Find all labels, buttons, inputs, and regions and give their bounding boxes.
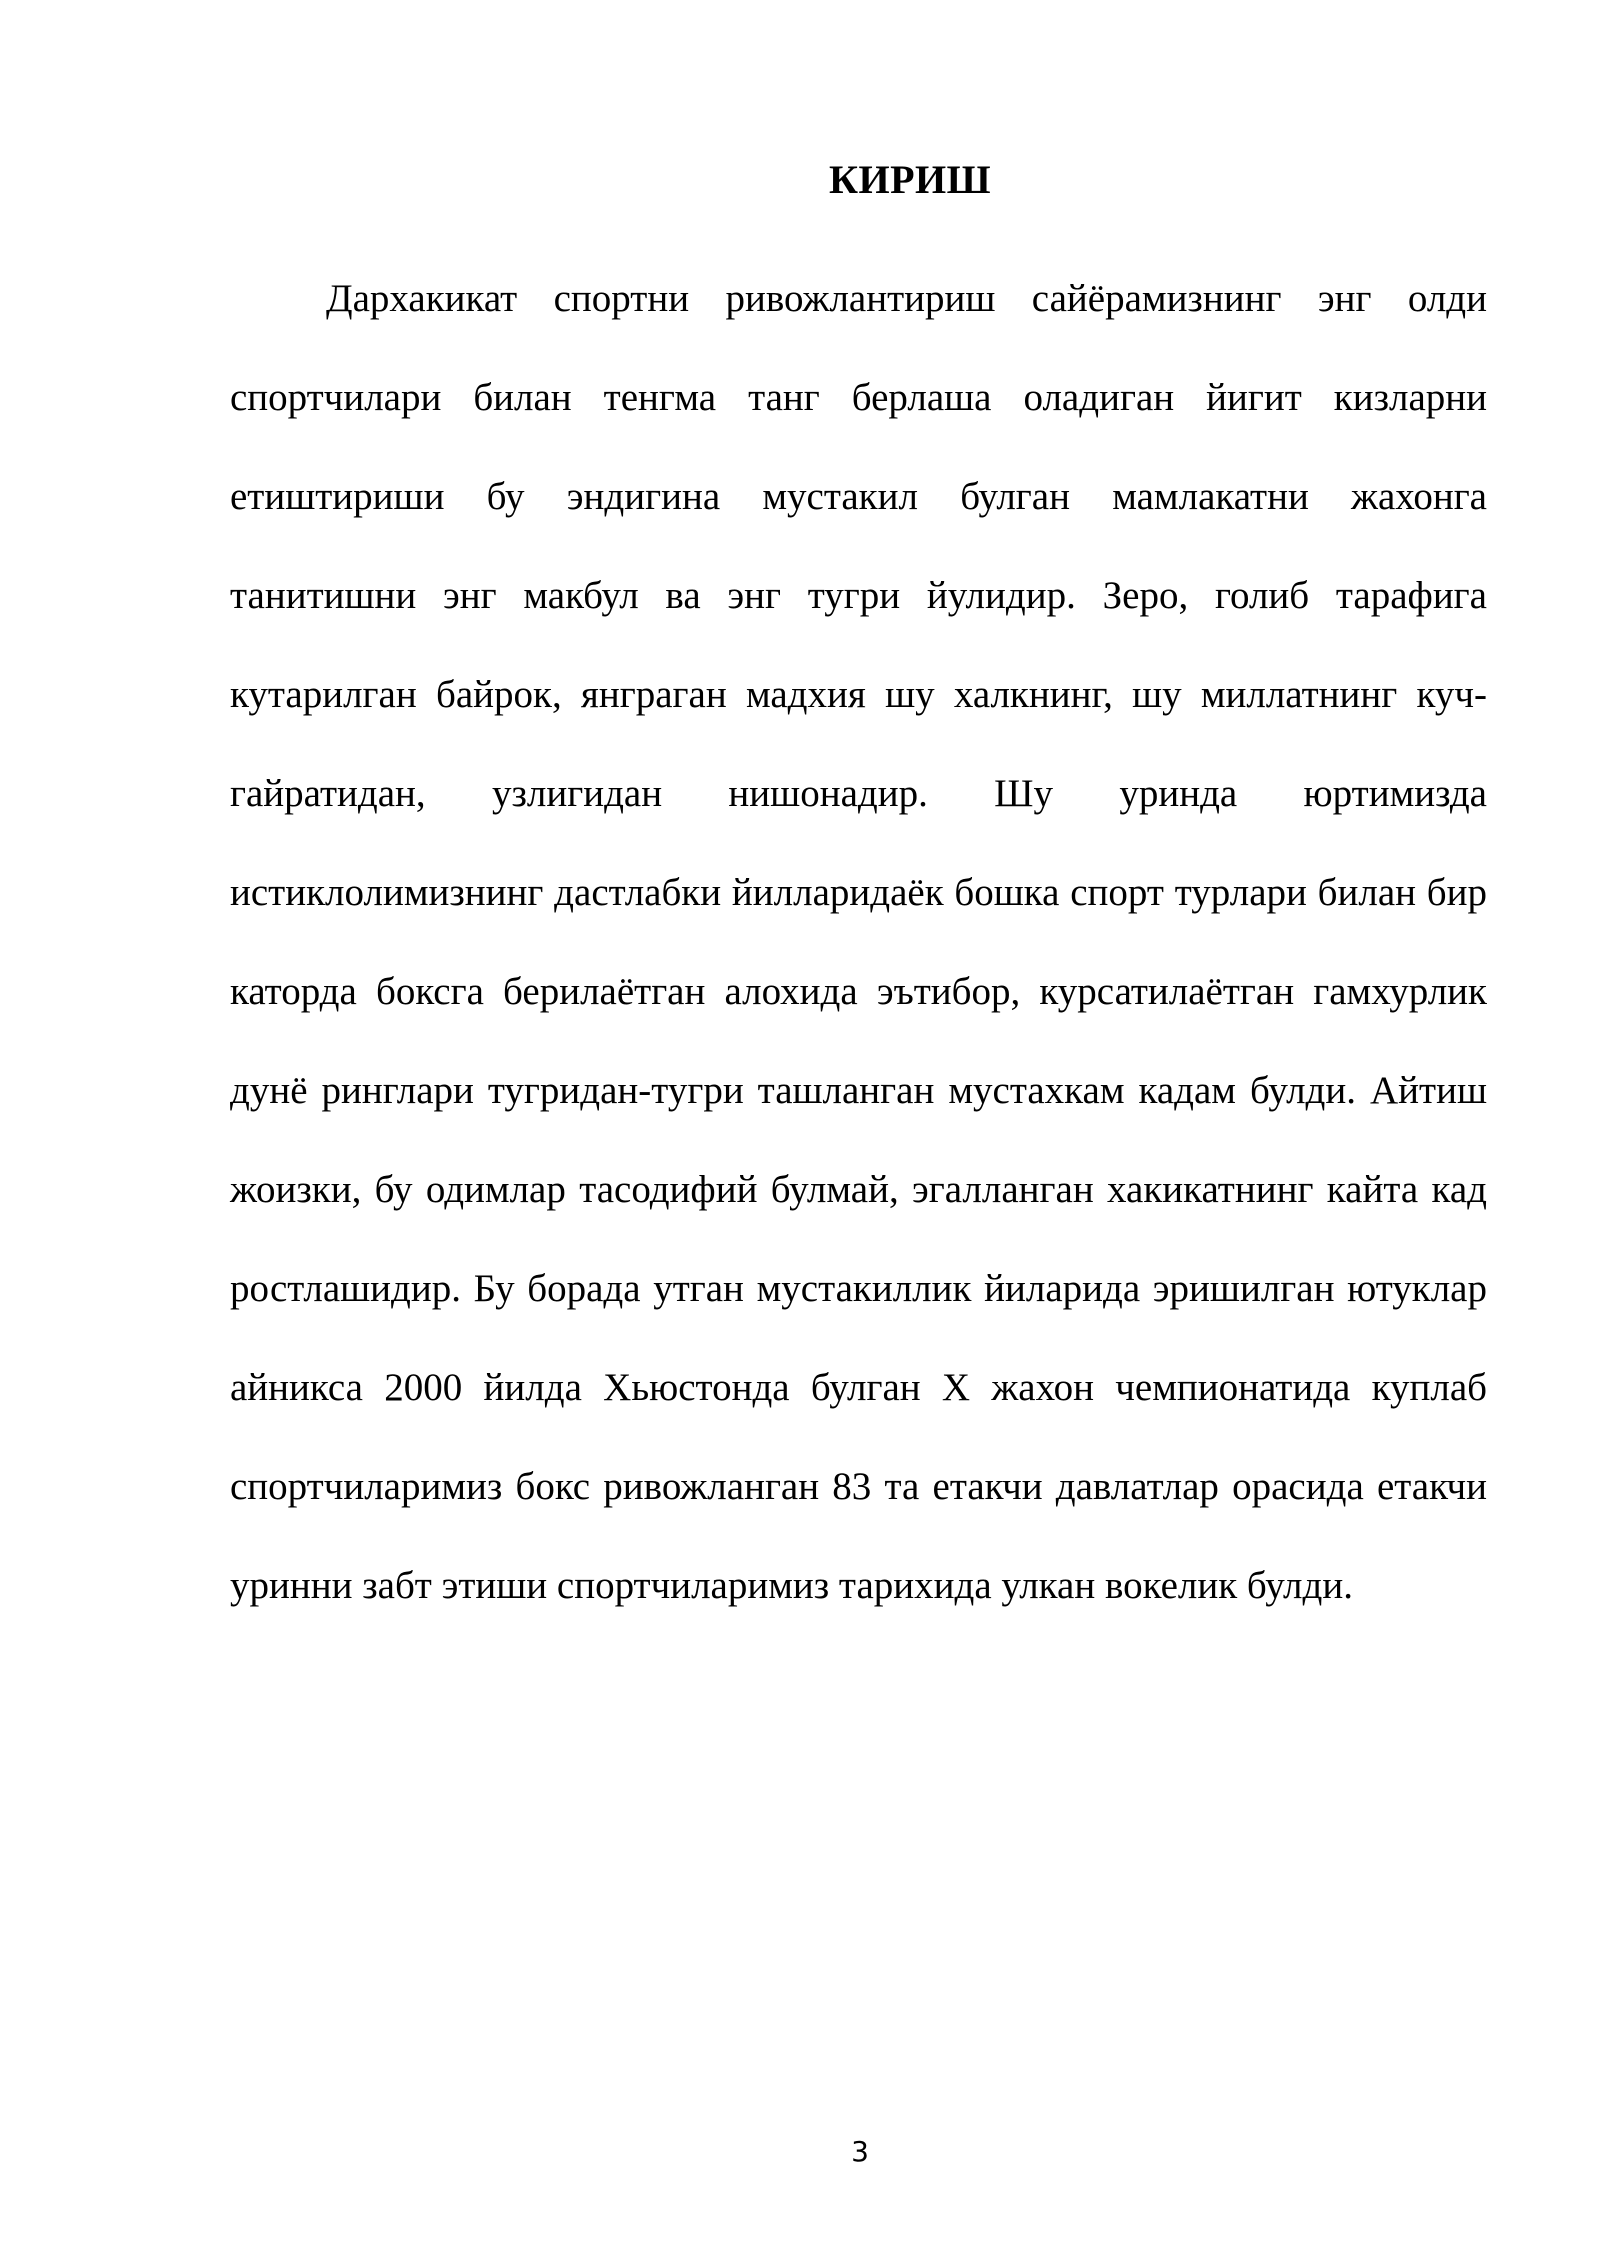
page-number: 3 (851, 2135, 869, 2168)
section-title: КИРИШ (828, 157, 992, 202)
body-paragraph: Дархакикат спортни ривожлантириш сайёрамизнинг энг олди спортчилари билан тенгма танг берлаша оладиган йигит кизларни етиштириши бу эндигина мустакил булган мамлакатни жахонга танитишни энг макбул ва энг тугри йулидир. Зеро, голиб тарафига кутарилган байрок, янграган мадхия шу халкнинг, шу миллатнинг куч-гайратидан, узлигидан нишонадир. Шу уринда юртимизда истиклолимизнинг дастлабки йилларидаёк бошка спорт турлари билан бир каторда боксга берилаётган алохида эътибор, курсатилаётган гамхурлик дунё ринглари тугридан-тугри ташланган мустахкам кадам булди. Айтиш жоизки, бу одимлар тасодифий булмай, эгалланган хакикатнинг кайта кад ростлашидир. Бу борада утган мустакиллик йиларида эришилган ютуклар айникса 2000 йилда Хьюстонда булган X жахон чемпионатида куплаб спортчиларимиз бокс ривожланган 83 та етакчи давлатлар орасида етакчи уринни забт этиши спортчиларимиз тарихида улкан вокелик булди. (230, 277, 1487, 1607)
